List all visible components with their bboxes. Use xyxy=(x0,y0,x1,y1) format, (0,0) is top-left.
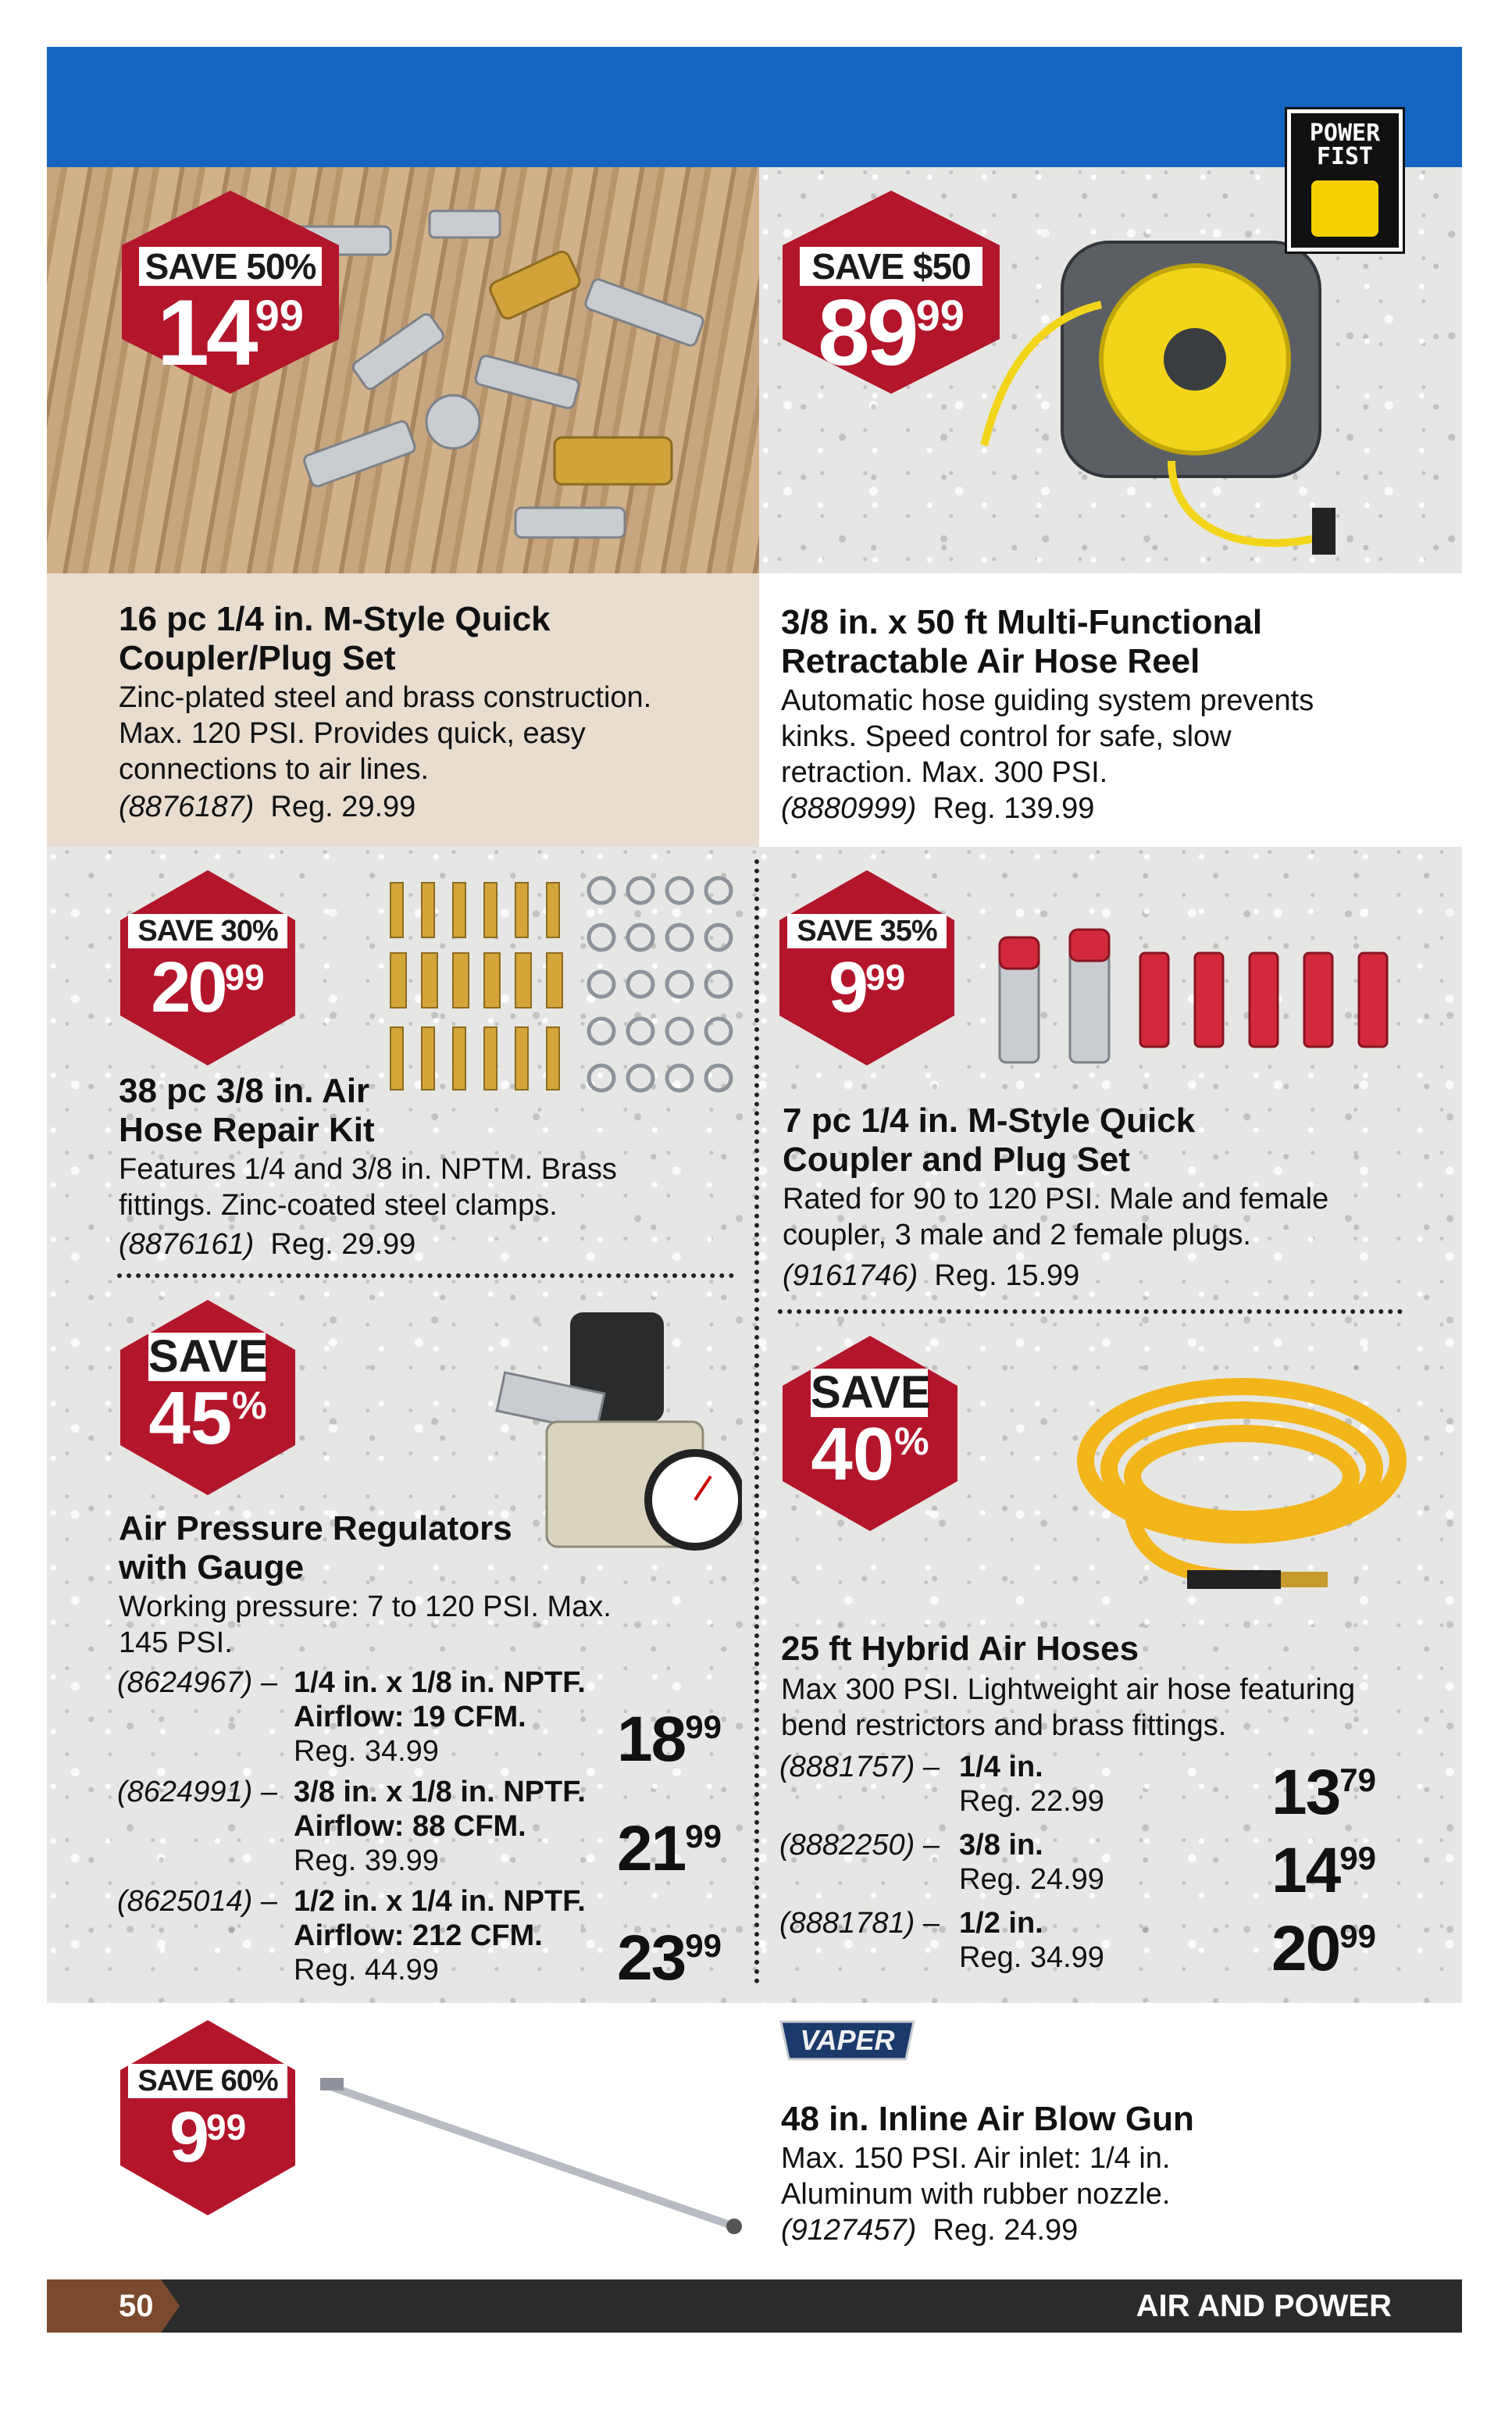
page-number: 50 xyxy=(119,2289,154,2323)
product-title: 48 in. Inline Air Blow Gun xyxy=(781,2100,1194,2138)
product-title: 16 pc 1/4 in. M-Style Quick Coupler/Plug Set xyxy=(119,600,551,677)
hose-reel-image xyxy=(968,227,1343,570)
vaper-logo-text: VAPER xyxy=(800,2024,895,2056)
product-description: Max 300 PSI. Lightweight air hose featuring bend restrictors and brass fittings. xyxy=(781,1673,1356,1742)
option-row: (8882250) – xyxy=(779,1829,940,1862)
product-description: Automatic hose guiding system prevents kinks. Speed control for safe, slow retraction. Max. 300 PSI. xyxy=(781,684,1314,789)
badge-coupler-set: SAVE 50% 1499 xyxy=(117,187,344,397)
product-description: Features 1/4 and 3/8 in. NPTM. Brass fittings. Zinc-coated steel clamps. xyxy=(119,1153,617,1222)
fist-icon xyxy=(1311,180,1378,237)
product-description: Max. 150 PSI. Air inlet: 1/4 in. Aluminum with rubber nozzle. xyxy=(781,2142,1171,2211)
product-title: Air Pressure Regulators with Gauge xyxy=(119,1509,512,1587)
divider-left xyxy=(117,1273,734,1278)
badge-regulators: SAVE 45% xyxy=(117,1297,298,1498)
option-row: (8881781) – xyxy=(779,1907,940,1940)
option-price: 2199 xyxy=(617,1813,722,1884)
badge-hose-reel: SAVE $50 8999 xyxy=(778,187,1004,397)
coupler-plug-set-image xyxy=(992,922,1414,1078)
option-price: 2399 xyxy=(617,1922,722,1994)
hybrid-hose-image xyxy=(1070,1359,1414,1601)
badge-coupler-plug-set: SAVE 35% 999 xyxy=(776,867,957,1069)
badge-blow-gun: SAVE 60% 999 xyxy=(117,2017,298,2219)
product-sku-line: (8880999) Reg. 139.99 xyxy=(781,792,1095,825)
page-number-tab xyxy=(47,2279,180,2333)
option-row: (8881757) – xyxy=(779,1751,940,1783)
power-fist-logo: POWER FIST xyxy=(1287,109,1403,252)
product-sku-line: (9161746) Reg. 15.99 xyxy=(783,1259,1080,1292)
option-row: (8625014) – xyxy=(117,1885,277,1918)
product-title: 7 pc 1/4 in. M-Style Quick Coupler and Plug Set xyxy=(783,1101,1196,1179)
repair-kit-image xyxy=(375,867,742,1101)
option-spec: 3/8 in. Reg. 24.99 xyxy=(959,1829,1104,1896)
option-spec: 1/4 in. Reg. 22.99 xyxy=(959,1751,1104,1818)
option-price: 1499 xyxy=(1271,1835,1376,1906)
option-spec: 1/2 in. Reg. 34.99 xyxy=(959,1907,1104,1974)
option-price: 2099 xyxy=(1271,1913,1376,1984)
option-spec: 1/4 in. x 1/8 in. NPTF. Airflow: 19 CFM. Reg. 34.99 xyxy=(294,1666,586,1768)
product-title: 25 ft Hybrid Air Hoses xyxy=(781,1630,1139,1668)
option-spec: 1/2 in. x 1/4 in. NPTF. Airflow: 212 CFM. Reg. 44.99 xyxy=(294,1885,586,1987)
divider-right xyxy=(778,1309,1403,1314)
page-footer xyxy=(47,2279,1462,2333)
product-title: 3/8 in. x 50 ft Multi-Functional Retractable Air Hose Reel xyxy=(781,603,1263,680)
vertical-divider xyxy=(754,859,759,1984)
product-sku-line: (8876187) Reg. 29.99 xyxy=(119,791,416,823)
product-sku-line: (8876161) Reg. 29.99 xyxy=(119,1228,416,1261)
vaper-logo xyxy=(773,2019,922,2062)
section-title: AIR AND POWER xyxy=(1136,2289,1392,2323)
product-description: Working pressure: 7 to 120 PSI. Max. 145 PSI. xyxy=(119,1590,612,1659)
regulator-image xyxy=(492,1297,742,1578)
header-band xyxy=(47,47,1462,167)
option-price: 1379 xyxy=(1271,1757,1376,1828)
badge-repair-kit: SAVE 30% 2099 xyxy=(117,867,298,1069)
product-sku-line: (9127457) Reg. 24.99 xyxy=(781,2214,1079,2247)
option-spec: 3/8 in. x 1/8 in. NPTF. Airflow: 88 CFM. Reg. 39.99 xyxy=(294,1776,586,1877)
product-description: Zinc-plated steel and brass construction. Max. 120 PSI. Provides quick, easy connections to air lines. xyxy=(119,681,652,786)
product-description: Rated for 90 to 120 PSI. Male and female coupler, 3 male and 2 female plugs. xyxy=(783,1183,1329,1251)
blow-gun-image xyxy=(312,2070,750,2242)
badge-hybrid-hoses: SAVE 40% xyxy=(779,1333,961,1534)
option-price: 1899 xyxy=(617,1704,722,1775)
product-title: 38 pc 3/8 in. Air Hose Repair Kit xyxy=(119,1072,375,1149)
option-row: (8624991) – xyxy=(117,1776,277,1808)
option-row: (8624967) – xyxy=(117,1666,277,1699)
